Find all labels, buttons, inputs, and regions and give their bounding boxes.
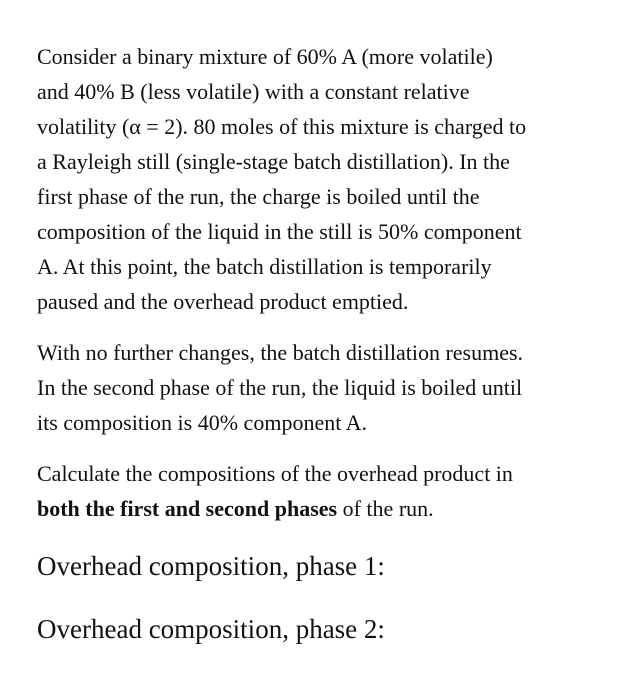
p1-line-8: paused and the overhead product emptied. xyxy=(37,289,409,314)
p1-line-4: a Rayleigh still (single-stage batch distillation). In the xyxy=(37,149,510,174)
p2-line-3: its composition is 40% component A. xyxy=(37,410,367,435)
p1-line-3: volatility (α = 2). 80 moles of this mixture is charged to xyxy=(37,114,527,139)
p1-line-1: Consider a binary mixture of 60% A (more volatile) xyxy=(37,44,493,69)
p1-line-2: and 40% B (less volatile) with a constant relative xyxy=(37,79,470,104)
answer-phase-1-label: Overhead composition, phase 1: xyxy=(37,551,385,581)
p1-line-6: composition of the liquid in the still is 50% component xyxy=(37,219,522,244)
problem-paragraph-2 xyxy=(37,335,617,440)
problem-paragraph-1 xyxy=(37,39,617,319)
p1-line-5: first phase of the run, the charge is boiled until the xyxy=(37,184,480,209)
p3-bold-phrase: both the first and second phases xyxy=(37,496,338,521)
p2-line-1: With no further changes, the batch distillation resumes. xyxy=(37,340,524,365)
problem-paragraph-3 xyxy=(37,456,617,526)
question-document xyxy=(37,39,617,646)
p3-line-2-rest: of the run. xyxy=(337,496,434,521)
answer-phase-2-label: Overhead composition, phase 2: xyxy=(37,614,385,644)
p1-line-7: A. At this point, the batch distillation is temporarily xyxy=(37,254,492,279)
p3-line-1: Calculate the compositions of the overhead product in xyxy=(37,461,513,486)
p2-line-2: In the second phase of the run, the liquid is boiled until xyxy=(37,375,523,400)
